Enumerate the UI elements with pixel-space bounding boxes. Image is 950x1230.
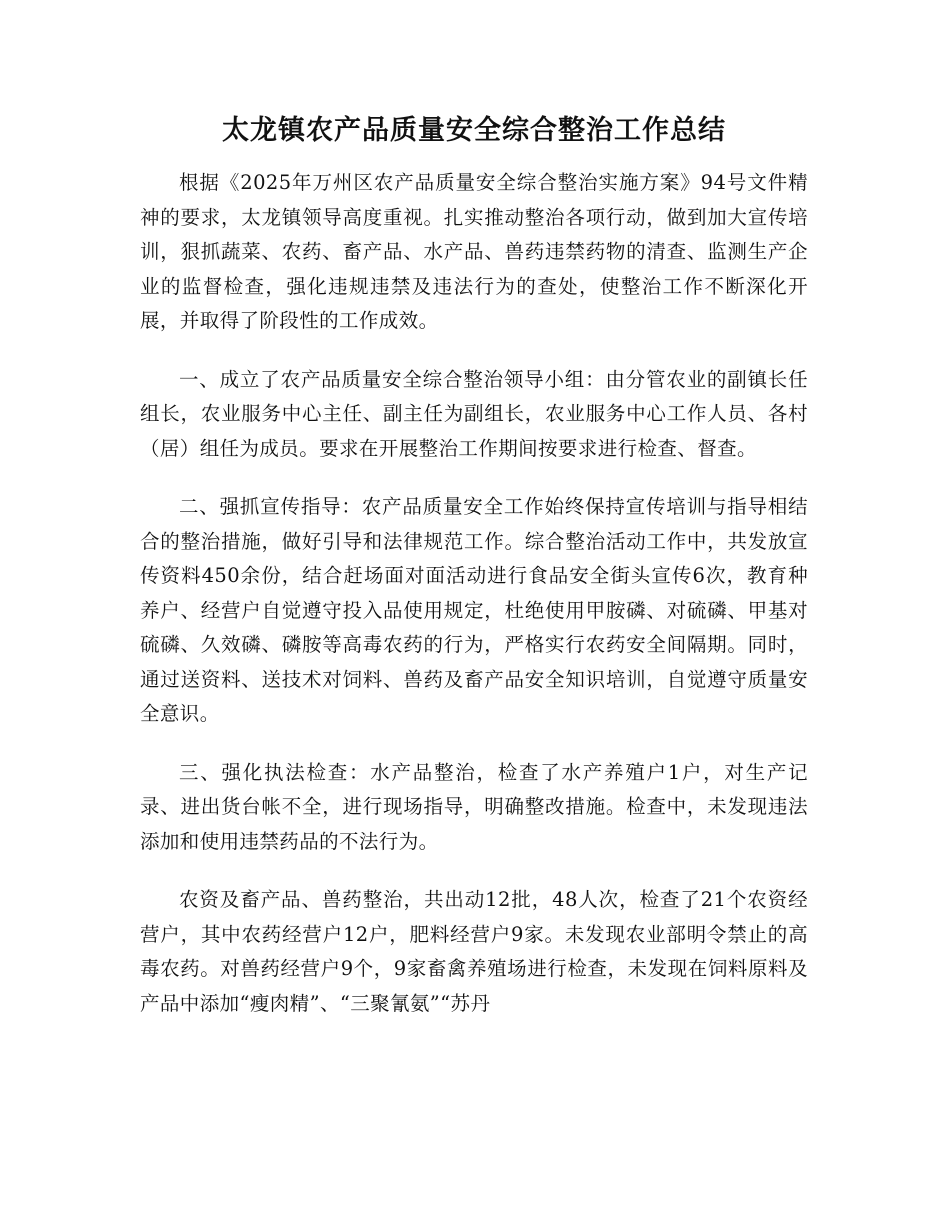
paragraph-intro: 根据《2025年万州区农产品质量安全综合整治实施方案》94号文件精神的要求，太龙镇领导高度重视。扎实推动整治各项行动，做到加大宣传培训，狠抓蔬菜、农药、畜产品、水产品、兽药违禁药物的清查、监测生产企业的监督检查，强化违规违禁及违法行为的查处，使整治工作不断深化开展，并取得了阶段性的工作成效。 — [140, 171, 808, 332]
paragraph-law-enforcement: 三、强化执法检查：水产品整治，检查了水产养殖户1户，对生产记录、进出货台帐不全，进行现场指导，明确整改措施。检查中，未发现违法添加和使用违禁药品的不法行为。 — [140, 760, 808, 853]
document-page — [140, 108, 808, 1021]
paragraph-publicity-guidance: 二、强抓宣传指导：农产品质量安全工作始终保持宣传培训与指导相结合的整治措施，做好引导和法律规范工作。综合整治活动工作中，共发放宣传资料450余份，结合赶场面对面活动进行食品安全街头宣传6次，教育种养户、经营户自觉遵守投入品使用规定，杜绝使用甲胺磷、对硫磷、甲基对硫磷、久效磷、磷胺等高毒农药的行为，严格实行农药安全间隔期。同时，通过送资料、送技术对饲料、兽药及畜产品安全知识培训，自觉遵守质量安全意识。 — [140, 495, 808, 725]
paragraph-agricultural-inputs: 农资及畜产品、兽药整治，共出动12批，48人次，检查了21个农资经营户，其中农药经营户12户，肥料经营户9家。未发现农业部明令禁止的高毒农药。对兽药经营户9个，9家畜禽养殖场进行检查，未发现在饲料原料及产品中添加“瘦肉精”、“三聚氰氨”“苏丹 — [140, 888, 808, 1015]
paragraph-leadership-group: 一、成立了农产品质量安全综合整治领导小组：由分管农业的副镇长任组长，农业服务中心主任、副主任为副组长，农业服务中心工作人员、各村（居）组任为成员。要求在开展整治工作期间按要求进行检查、督查。 — [140, 367, 808, 460]
document-title: 太龙镇农产品质量安全综合整治工作总结 — [222, 115, 726, 146]
